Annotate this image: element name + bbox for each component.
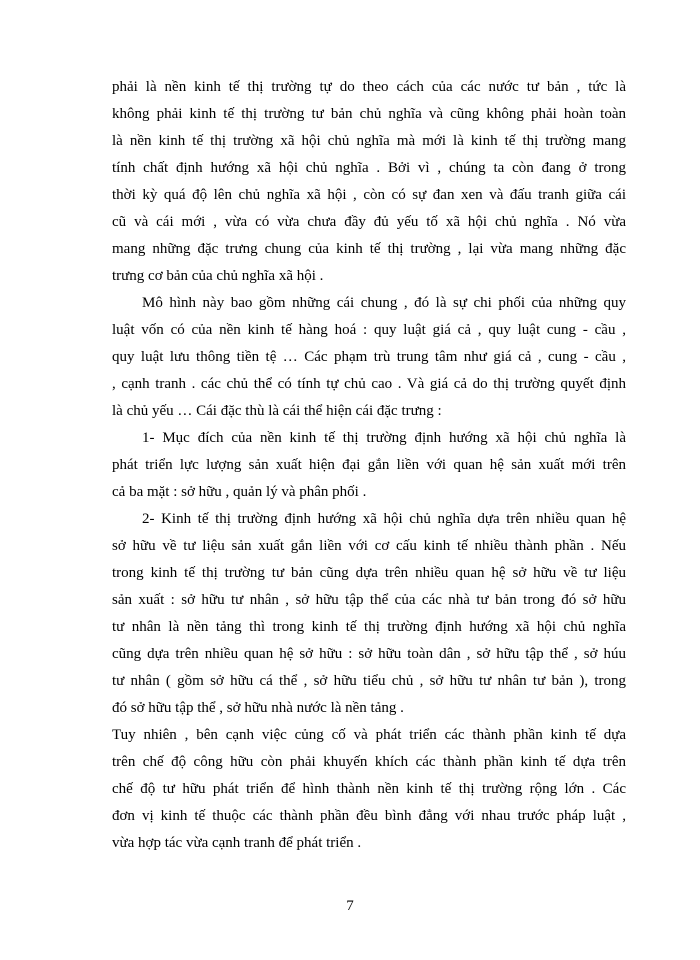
text-line: phát triển lực lượng sản xuất hiện đại gắn liền với quan hệ sản xuất mới trên [112,457,626,473]
text-line: 2- Kinh tế thị trường định hướng xã hội chủ nghĩa dựa trên nhiều quan hệ [142,511,626,527]
paragraph-3 [112,425,626,506]
text-line: thời kỳ quá độ lên chủ nghĩa xã hội , còn có sự đan xen và đấu tranh giữa cái [112,187,626,203]
text-line: mang những đặc trưng chung của kinh tế thị trường , lại vừa mang những đặc [112,241,626,257]
page-number: 7 [346,898,354,914]
text-line: phải là nền kinh tế thị trường tự do theo cách của các nước tư bản , tức là [112,79,626,95]
text-line: chế độ tư hữu phát triển để hình thành nền kinh tế thị trường rộng lớn . Các [112,781,626,797]
text-line: tính chất định hướng xã hội chủ nghĩa . Bởi vì , chúng ta còn đang ở trong [112,160,626,176]
text-line: vừa hợp tác vừa cạnh tranh để phát triển . [112,835,362,851]
text-line: luật vốn có của nền kinh tế hàng hoá : quy luật giá cả , quy luật cung - cầu , [112,322,626,338]
text-line: , cạnh tranh . các chủ thể có tính tự chủ cao . Và giá cả do thị trường quyết định [112,376,626,392]
text-line: quy luật lưu thông tiền tệ … Các phạm trù trung tâm như giá cả , cung - cầu , [112,349,626,365]
text-line: sở hữu về tư liệu sản xuất gắn liền với cơ cấu kinh tế nhiều thành phần . Nếu [112,538,626,554]
text-line: đơn vị kinh tế thuộc các thành phần đều bình đẳng với nhau trước pháp luật , [112,808,626,824]
text-line: trưng cơ bản của chủ nghĩa xã hội . [112,268,324,284]
paragraph-2 [112,290,626,425]
text-line: Mô hình này bao gồm những cái chung , đó là sự chi phối của những quy [142,295,626,311]
text-line: cũ và cái mới , vừa có vừa chưa đầy đủ yếu tố xã hội chủ nghĩa . Nó vừa [112,214,626,230]
text-line: cả ba mặt : sở hữu , quản lý và phân phối . [112,484,367,500]
text-line: không phải kinh tế thị trường tư bản chủ nghĩa và cũng không phải hoàn toàn [112,106,626,122]
text-line: đó sở hữu tập thể , sở hữu nhà nước là nền tảng . [112,700,404,716]
text-line: trên chế độ công hữu còn phải khuyến khích các thành phần kinh tế dựa trên [112,754,626,770]
paragraph-5 [112,722,626,857]
text-line: cũng dựa trên nhiều quan hệ sở hữu : sở hữu toàn dân , sở hữu tập thể , sở húu [112,646,626,662]
text-line: Tuy nhiên , bên cạnh việc củng cố và phát triển các thành phần kinh tế dựa [112,727,626,743]
paragraph-1 [112,74,626,290]
text-line: là nền kinh tế thị trường xã hội chủ nghĩa mà mới là kinh tế thị trường mang [112,133,626,149]
document-body [112,74,626,857]
text-line: tư nhân là nền tảng thì trong kinh tế thị trường định hướng xã hội chủ nghĩa [112,619,626,635]
text-line: là chủ yếu … Cái đặc thù là cái thể hiện cái đặc trưng : [112,403,442,419]
text-line: 1- Mục đích của nền kinh tế thị trường định hướng xã hội chủ nghĩa là [142,430,626,446]
text-line: trong kinh tế thị trường tư bản cũng dựa trên nhiều quan hệ sở hữu về tư liệu [112,565,626,581]
text-line: sản xuất : sở hữu tư nhân , sở hữu tập thể của các nhà tư bản trong đó sở hữu [112,592,626,608]
text-line: tư nhân ( gồm sở hữu cá thể , sở hữu tiểu chủ , sở hữu tư nhân tư bản ), trong [112,673,626,689]
paragraph-4 [112,506,626,722]
